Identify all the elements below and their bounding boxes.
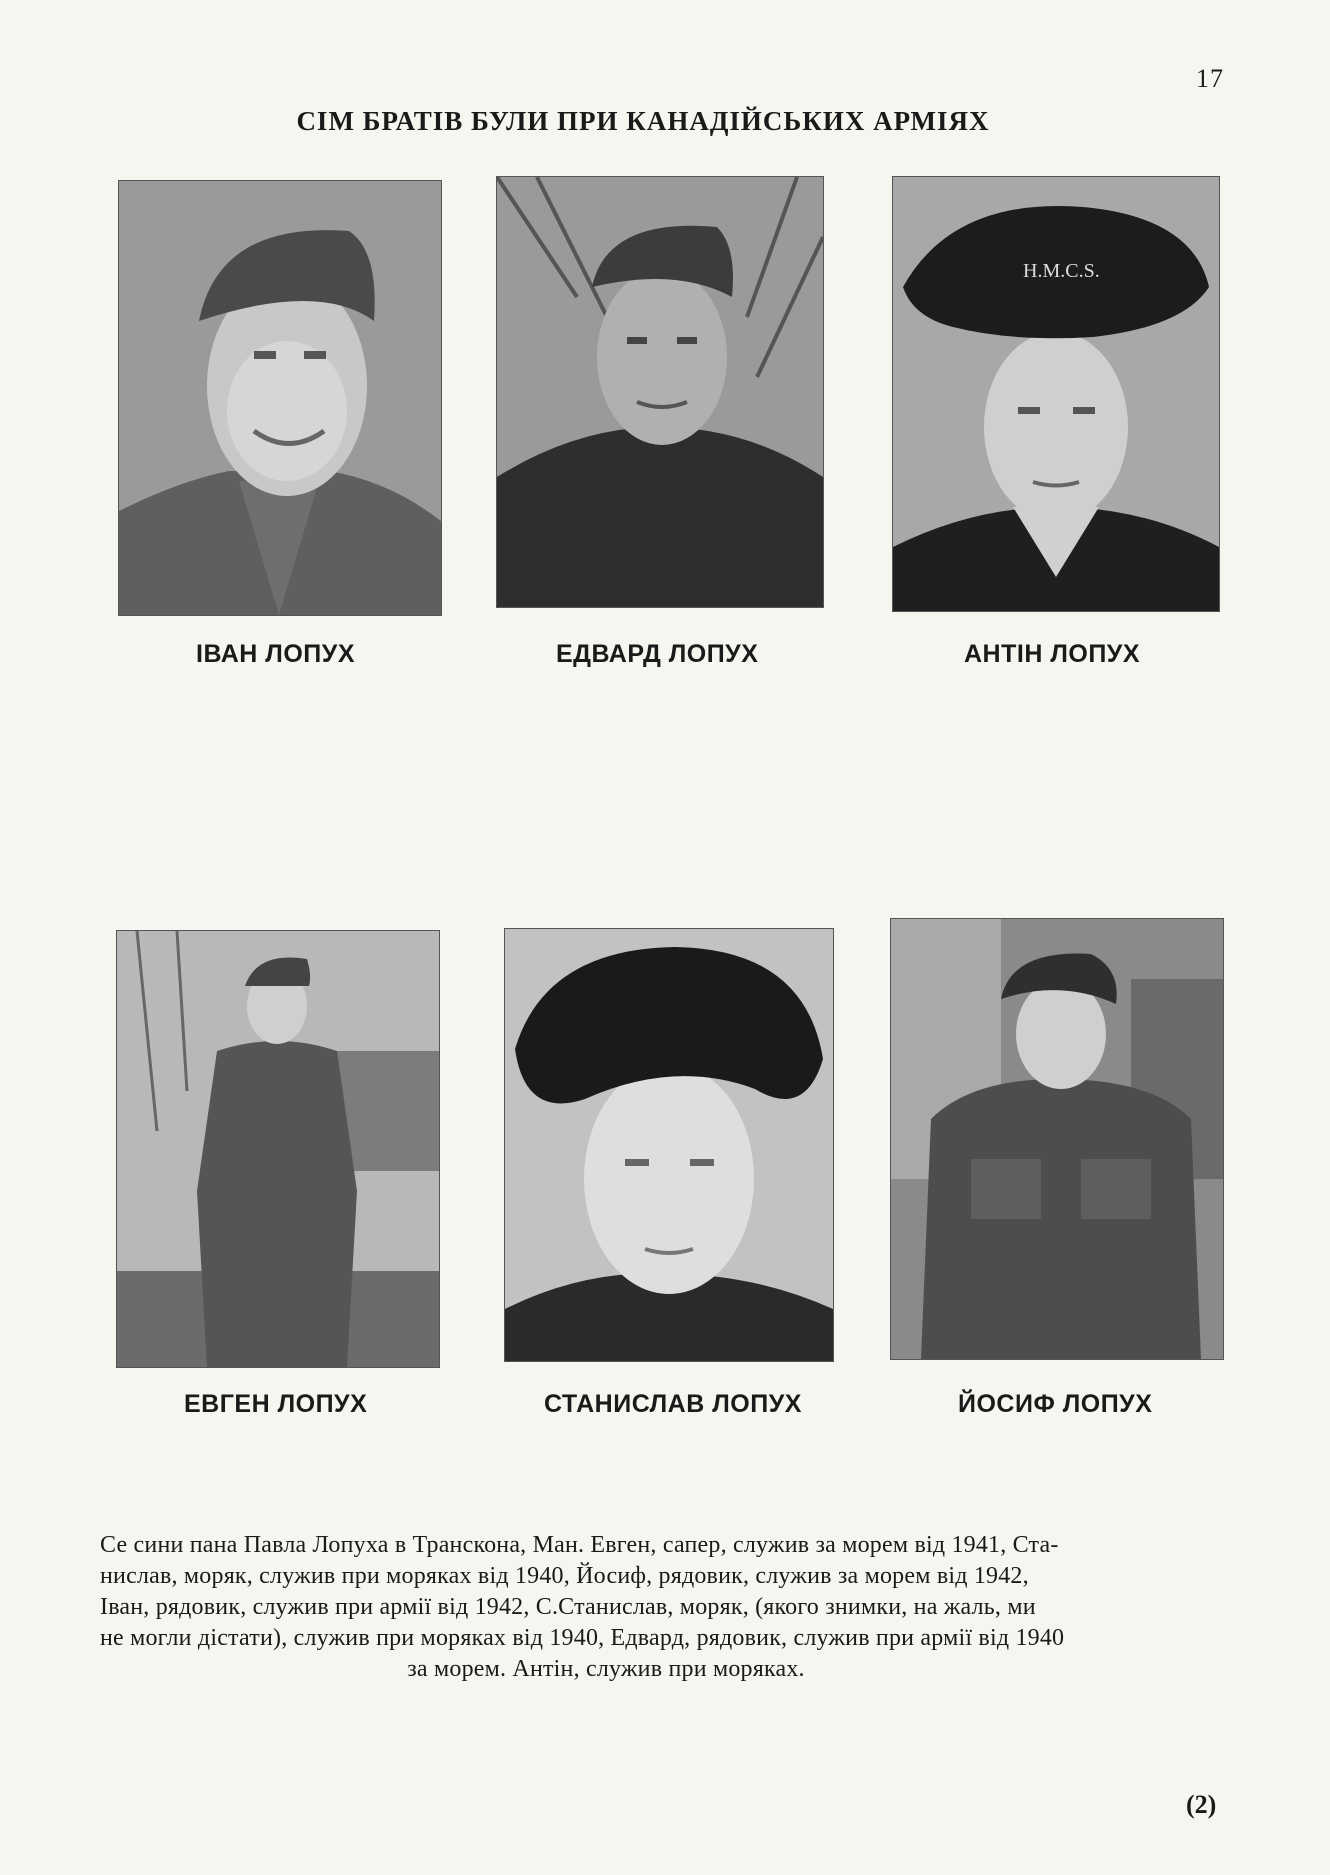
body-line: Се сини пана Павла Лопуха в Транскона, Ман. Евген, сапер, служив за морем від 1941, Ста- xyxy=(100,1532,1059,1558)
photo-caption-antin: АНТІН ЛОПУХ xyxy=(964,640,1141,668)
photo-caption-evhen: ЕВГЕН ЛОПУХ xyxy=(184,1390,368,1418)
body-line: Іван, рядовик, служив при армії від 1942, С.Станислав, моряк, (якого знимки, на жаль, ми xyxy=(100,1594,1036,1620)
page-number: 17 xyxy=(1196,64,1224,93)
photo-caption-stanyslav: СТАНИСЛАВ ЛОПУХ xyxy=(544,1390,802,1418)
photo-caption-edvard: ЕДВАРД ЛОПУХ xyxy=(556,640,759,668)
photo-caption-ivan: ІВАН ЛОПУХ xyxy=(196,640,355,668)
portrait-photo-stanyslav xyxy=(504,928,834,1362)
portrait-photo-evhen xyxy=(116,930,440,1368)
portrait-photo-yosyf xyxy=(890,918,1224,1360)
portrait-photo-edvard xyxy=(496,176,824,608)
footer-number: (2) xyxy=(1186,1790,1217,1819)
cap-tally-text: H.M.C.S. xyxy=(1023,260,1100,282)
body-line: нислав, моряк, служив при моряках від 1940, Йосиф, рядовик, служив за морем від 1942, xyxy=(100,1563,1029,1589)
body-line: за морем. Антін, служив при моряках. xyxy=(407,1656,805,1682)
photo-caption-yosyf: ЙОСИФ ЛОПУХ xyxy=(958,1390,1153,1418)
body-line: не могли дістати), служив при моряках від 1940, Едвард, рядовик, служив при армії від 1940 xyxy=(100,1625,1065,1651)
portrait-photo-antin xyxy=(892,176,1220,612)
body-paragraph xyxy=(100,1530,1232,1685)
portrait-photo-ivan xyxy=(118,180,442,616)
page-title: СІМ БРАТІВ БУЛИ ПРИ КАНАДІЙСЬКИХ АРМІЯХ xyxy=(296,106,990,136)
